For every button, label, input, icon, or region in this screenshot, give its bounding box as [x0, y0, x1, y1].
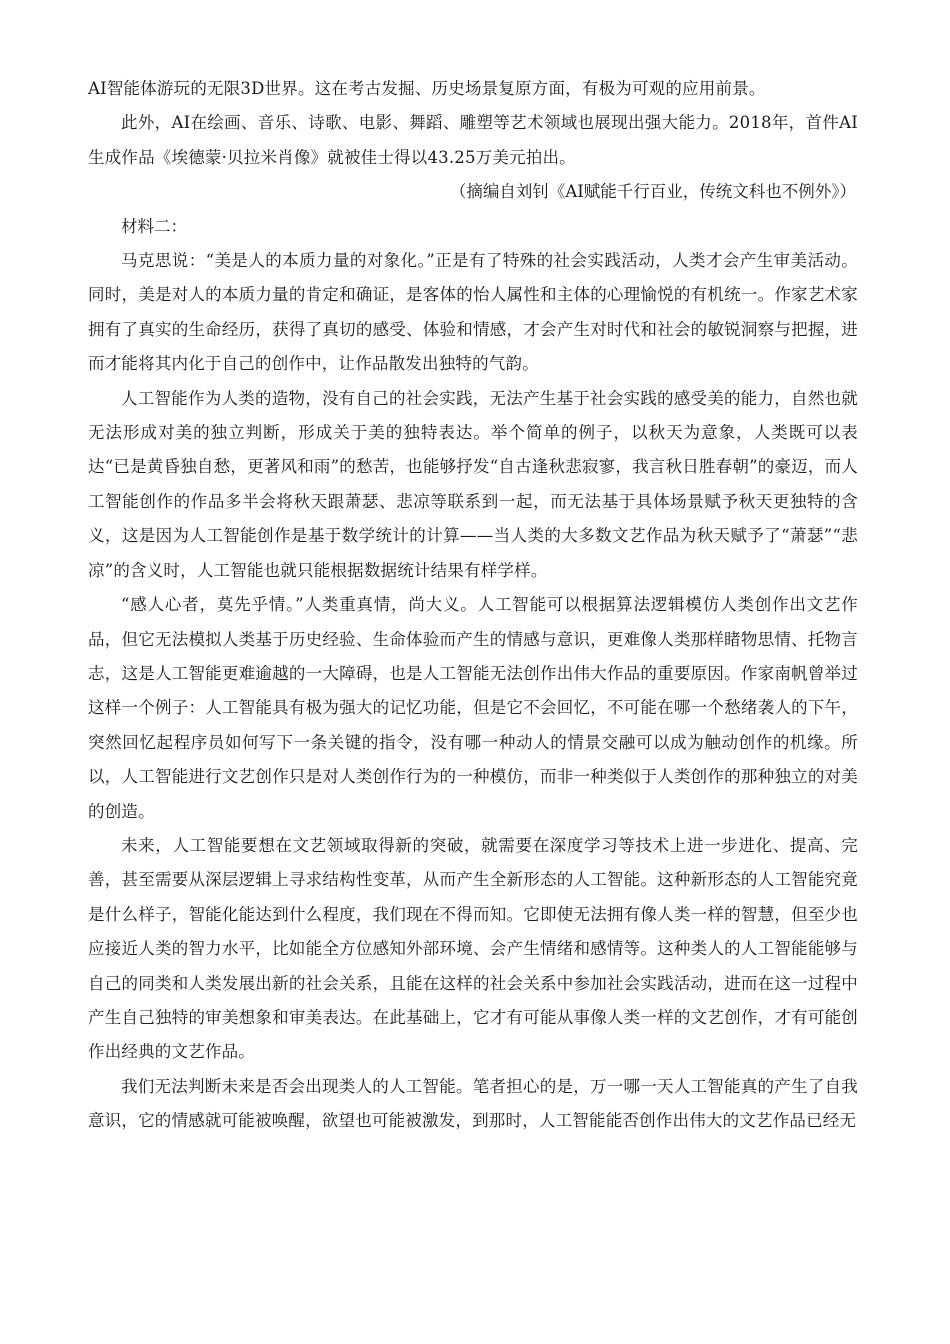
material-two-paragraph-3: “感人心者，莫先乎情。”人类重真情，尚大义。人工智能可以根据算法逻辑模仿人类创作出文艺作品，但它无法模拟人类基于历史经验、生命体验而产生的情感与意识，更难像人类那样睹物思情、托物言志，这是人工智能更难逾越的一大障碍，也是人工智能无法创作出伟大作品的重要原因。作家南帆曾举过这样一个例子：人工智能具有极为强大的记忆功能，但是它不会回忆，不可能在哪一个愁绪袭人的下午，突然回忆起程序员如何写下一条关键的指令，没有哪一种动人的情景交融可以成为触动创作的机缘。所以，人工智能进行文艺创作只是对人类创作行为的一种模仿，而非一种类似于人类创作的那种独立的对美的创造。 — [88, 595, 858, 821]
material-two-paragraph-2: 人工智能作为人类的造物，没有自己的社会实践，无法产生基于社会实践的感受美的能力，自然也就无法形成对美的独立判断，形成关于美的独特表达。举个简单的例子，以秋天为意象，人类既可以表达“已是黄昏独自愁，更著风和雨”的愁苦，也能够抒发“自古逢秋悲寂寥，我言秋日胜春朝”的豪迈，而人工智能创作的作品多半会将秋天跟萧瑟、悲凉等联系到一起，而无法基于具体场景赋予秋天更独特的含义，这是因为人工智能创作是基于数学统计的计算——当人类的大多数文艺作品为秋天赋予了“萧瑟”“悲凉”的含义时，人工智能也就只能根据数据统计结果有样学样。 — [88, 388, 858, 580]
material-one-paragraph-tail: AI智能体游玩的无限3D世界。这在考古发掘、历史场景复原方面，有极为可观的应用前景。 — [88, 79, 766, 98]
material-one-paragraph-art: 此外，AI在绘画、音乐、诗歌、电影、舞蹈、雕塑等艺术领域也展现出强大能力。2018年，首件AI生成作品《埃德蒙·贝拉米肖像》就被佳士得以43.25万美元拍出。 — [88, 113, 858, 167]
document-page — [88, 72, 858, 1139]
material-two-heading: 材料二： — [121, 216, 187, 236]
material-two-paragraph-1: 马克思说：“美是人的本质力量的对象化。”正是有了特殊的社会实践活动，人类才会产生审美活动。同时，美是对人的本质力量的肯定和确证，是客体的怡人属性和主体的心理愉悦的有机统一。作家艺术家拥有了真实的生命经历，获得了真切的感受、体验和情感，才会产生对时代和社会的敏锐洞察与把握，进而才能将其内化于自己的创作中，让作品散发出独特的气韵。 — [88, 251, 858, 374]
material-one-source: （摘编自刘钊《AI赋能千行百业，传统文科也不例外》） — [449, 182, 856, 202]
material-two-paragraph-5: 我们无法判断未来是否会出现类人的人工智能。笔者担心的是，万一哪一天人工智能真的产生了自我意识，它的情感就可能被唤醒，欲望也可能被激发，到那时，人工智能能否创作出伟大的文艺作品已经无 — [88, 1076, 858, 1131]
material-two-paragraph-4: 未来，人工智能要想在文艺领域取得新的突破，就需要在深度学习等技术上进一步进化、提高、完善，甚至需要从深层逻辑上寻求结构性变革，从而产生全新形态的人工智能。这种新形态的人工智能究竟是什么样子，智能化能达到什么程度，我们现在不得而知。它即使无法拥有像人类一样的智慧，但至少也应接近人类的智力水平，比如能全方位感知外部环境、会产生情绪和感情等。这种类人的人工智能能够与自己的同类和人类发展出新的社会关系，且能在这样的社会关系中参加社会实践活动，进而在这一过程中产生自己独特的审美想象和审美表达。在此基础上，它才有可能从事像人类一样的文艺创作，才有可能创作出经典的文艺作品。 — [88, 835, 858, 1062]
